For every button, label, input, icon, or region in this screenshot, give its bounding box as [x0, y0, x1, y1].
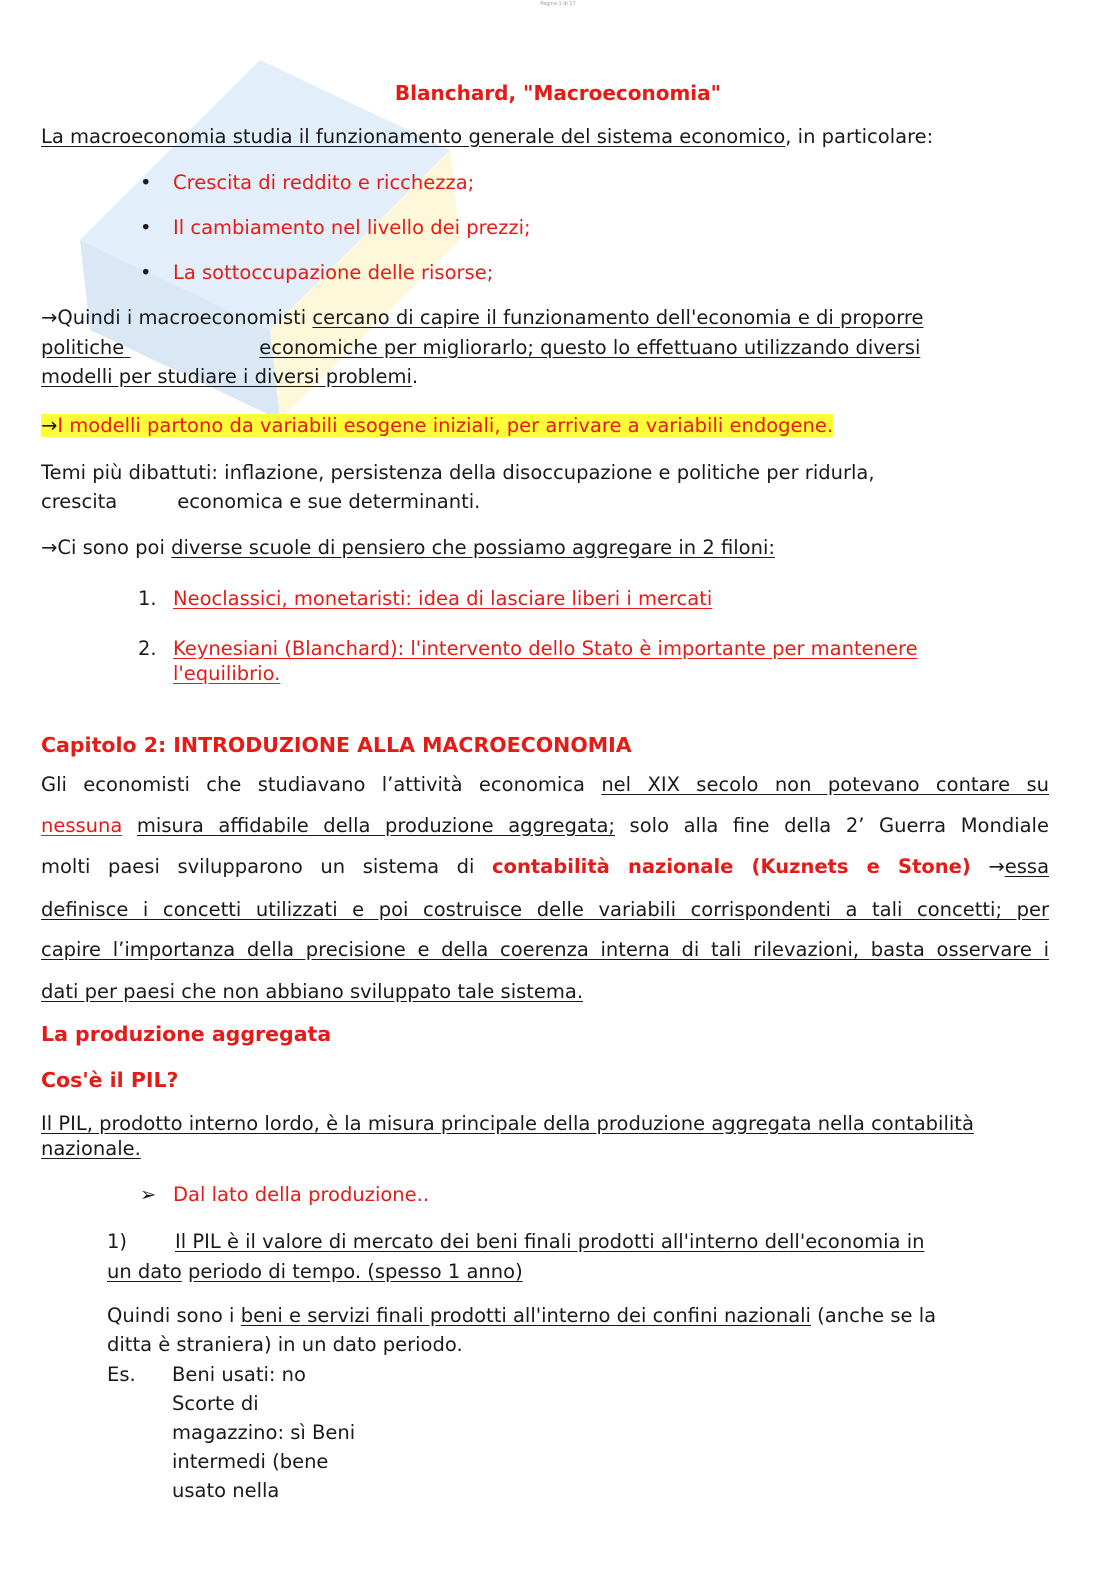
example-label: Es. [107, 1363, 136, 1386]
bullet-item: Il cambiamento nel livello dei prezzi; [173, 216, 531, 239]
list-item: Keynesiani (Blanchard): l'intervento dello Stato è importante per mantenere [173, 637, 918, 660]
example-line: usato nella [172, 1479, 280, 1502]
bullet-item: Crescita di reddito e ricchezza; [173, 171, 475, 194]
bullet-dot-icon: • [140, 261, 152, 284]
example-line: Scorte di [172, 1392, 259, 1415]
arrow-icon: → [41, 306, 58, 329]
arrow-bullet-text: Dal lato della produzione.. [173, 1183, 430, 1206]
point-number: 1) [107, 1230, 128, 1253]
arrow-icon: → [988, 855, 1005, 878]
arrow-icon: → [41, 536, 58, 559]
list-item-continuation: l'equilibrio. [173, 662, 281, 685]
intro-rest: , in particolare: [785, 125, 934, 148]
bullet-dot-icon: • [140, 216, 152, 239]
example-line: magazzino: sì Beni [172, 1421, 356, 1444]
intro-paragraph [41, 122, 933, 152]
arrow-icon: → [41, 414, 58, 437]
intro-underlined: La macroeconomia studia il funzionamento generale del sistema economico [41, 125, 786, 148]
section-heading: Cos'è il PIL? [41, 1068, 179, 1092]
chapter-heading: Capitolo 2: INTRODUZIONE ALLA MACROECONOMIA [41, 733, 632, 757]
document-title: Blanchard, "Macroeconomia" [394, 81, 722, 105]
scuole-paragraph: →Ci sono poi diverse scuole di pensiero che possiamo aggregare in 2 filoni: [41, 536, 775, 559]
arrow-bullet-icon: ➢ [140, 1183, 157, 1206]
bullet-item: La sottoccupazione delle risorse; [173, 261, 494, 284]
document-page: Pagina 1 di 17 Blanchard, "Macroeconomia" La macroeconomia studia il funzionamento generale del sistema economico, in particolare: • Crescita di reddito e ricchezza; • Il cambiamento nel livello dei prezzi; • La sottoccupazione delle risorse; →Quindi i macroeconomisti cercano di capire il funzionamento dell'economia e di proporre politiche economiche per migliorarlo; questo lo effettuano utilizzando diversi modelli per studiare i diversi problemi. →I modelli partono da variabili esogene iniziali, per arrivare a variabili endogene. Temi più dibattuti: inflazione, persistenza della disoccupazione e politiche per ridurla, crescita economica e sue determinanti. →Ci sono poi diverse scuole di pensiero che possiamo aggregare in 2 filoni: 1. Neoclassici, monetaristi: idea di lasciare liberi i mercati 2. Keynesiani (Blanchard): l'intervento dello Stato è importante per mantenere l'equilibrio. Capitolo 2: INTRODUZIONE ALLA MACROECONOMIA Gli economisti che studiavano l’attività economica nel XIX secolo non potevano contare su nessuna misura affidabile della produzione aggregata; solo alla fine della 2’ Guerra Mondiale molti paesi svilupparono un sistema di contabilità nazionale (Kuznets e Stone) →essa definisce i concetti utilizzati e poi costruisce delle variabili corrispondenti a tali concetti; per capire l’importanza della precisione e della coerenza interna di tali rilevazioni, basta osservare i dati per paesi che non abbiano sviluppato tale sistema. La produzione aggregata Cos'è il PIL? Il PIL, prodotto interno lordo, è la misura principale della produzione aggregata nella contabilità nazionale. ➢ Dal lato della produzione.. 1) Il PIL è il valore di mercato dei beni finali prodotti all'interno dell'economia in un dato periodo di tempo. (spesso 1 anno) Quindi sono i beni e servizi finali prodotti all'interno dei confini nazionali (anche se la ditta è straniera) in un dato periodo. Es. Beni usati: no Scorte di magazzino: sì Beni intermedi (bene usato nella [0, 0, 1116, 1579]
section-heading: La produzione aggregata [41, 1022, 332, 1046]
list-number: 1. [138, 587, 157, 610]
list-item: Neoclassici, monetaristi: idea di lasciare liberi i mercati [173, 587, 713, 610]
list-number: 2. [138, 637, 157, 660]
bullet-dot-icon: • [140, 171, 152, 194]
example-line: intermedi (bene [172, 1450, 329, 1473]
example-line: Beni usati: no [172, 1363, 306, 1386]
page-header: Pagina 1 di 17 [540, 1, 576, 7]
highlighted-note: →I modelli partono da variabili esogene iniziali, per arrivare a variabili endogene. [41, 414, 834, 437]
